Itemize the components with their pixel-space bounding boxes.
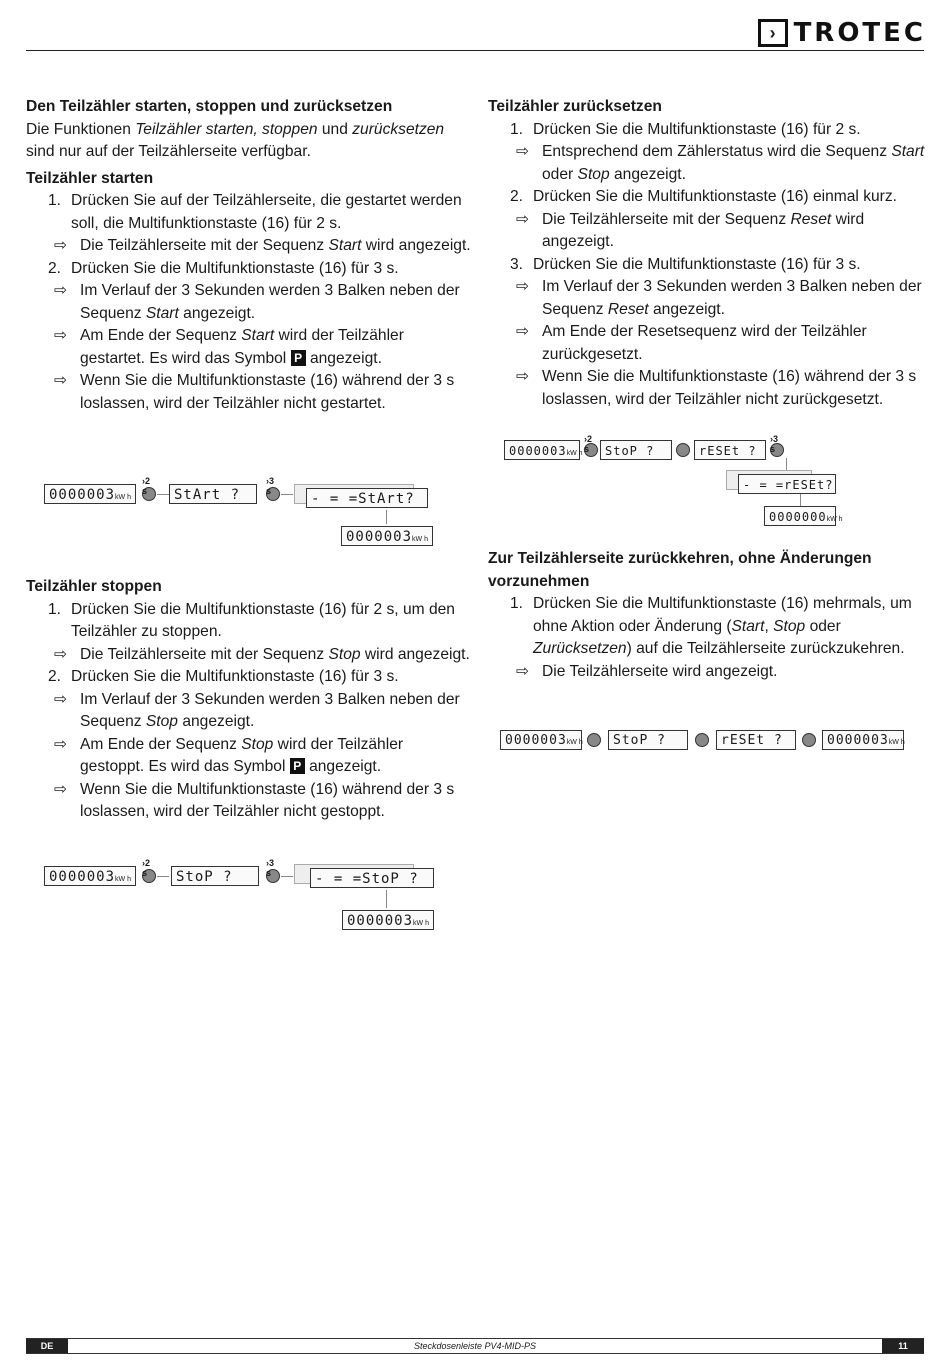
- step-number: 2.: [509, 188, 523, 205]
- emphasis-text: zurücksetzen: [352, 120, 445, 138]
- result-item: [26, 689, 471, 734]
- lcd-bars-stop: - = =StoP ?: [310, 868, 434, 888]
- step-number: 1.: [509, 595, 523, 612]
- lcd-stop: StoP ?: [600, 440, 672, 460]
- result-item: [26, 734, 471, 779]
- lcd-stop: StoP ?: [171, 866, 259, 886]
- text-run: Im Verlauf der 3 Sekunden werden 3 Balken neben der Sequenz: [80, 690, 460, 730]
- text-run: wird angezeigt.: [360, 645, 470, 663]
- text-run: angezeigt.: [305, 349, 382, 367]
- emphasis-text: Stop: [328, 645, 361, 663]
- lcd-stop: StoP ?: [608, 730, 688, 750]
- lcd-reset: rESEt ?: [694, 440, 766, 460]
- step-number: 3.: [509, 255, 523, 273]
- text-run: Entsprechend dem Zählerstatus wird die Sequenz: [542, 143, 892, 160]
- lcd-counter: 0000003kW h: [44, 484, 136, 504]
- step-item: [488, 119, 928, 142]
- result-arrow-icon: ⇨: [516, 323, 530, 340]
- footer-page-number: 11: [882, 1339, 924, 1353]
- arrow-down: [786, 458, 787, 470]
- text-run: wird angezeigt.: [361, 237, 471, 254]
- right-column-return: [488, 548, 928, 683]
- text-run: Drücken Sie auf der Teilzählerseite, die gestartet werden soll, die Multifunktionstaste (16) für 2 s.: [71, 192, 462, 232]
- text-run: angezeigt.: [609, 165, 686, 183]
- lcd-counter: 0000003kW h: [500, 730, 582, 750]
- text-run: oder: [805, 617, 841, 635]
- result-text: [80, 644, 470, 667]
- text-run: Die Teilzählerseite mit der Sequenz: [542, 210, 791, 228]
- text-run: Wenn Sie die Multifunktionstaste (16) während der 3 s loslassen, wird der Teilzähler nicht gestartet.: [80, 372, 455, 412]
- result-item: [26, 280, 471, 325]
- result-arrow-icon: ⇨: [54, 735, 68, 753]
- emphasis-text: Stop: [145, 713, 178, 730]
- lcd-bars-reset: - = =rESEt?: [738, 474, 836, 494]
- step-text: [71, 666, 399, 689]
- result-text: [80, 235, 471, 258]
- left-column: [26, 96, 471, 415]
- arrow: [157, 876, 169, 877]
- step-item: [488, 593, 928, 661]
- text-run: angezeigt.: [648, 300, 725, 318]
- step-item: [26, 190, 471, 235]
- right-column: [488, 96, 928, 411]
- text-run: Im Verlauf der 3 Sekunden werden 3 Balken neben der Sequenz: [80, 282, 460, 322]
- lcd-counter: 0000003kW h: [44, 866, 136, 886]
- text-run: Drücken Sie die Multifunktionstaste (16) für 2 s.: [533, 120, 861, 138]
- emphasis-text: Stop: [241, 735, 274, 753]
- heading-reset: Teilzähler zurücksetzen: [488, 98, 662, 115]
- result-arrow-icon: ⇨: [54, 282, 68, 299]
- duration-3s: ›3 s: [770, 434, 779, 454]
- text-run: Die Teilzählerseite wird angezeigt.: [542, 662, 778, 680]
- emphasis-text: Teilzähler starten, stoppen: [135, 120, 318, 138]
- result-item: [488, 661, 928, 684]
- duration-3s: ›3 s: [266, 858, 275, 878]
- heading-stop: Teilzähler stoppen: [26, 578, 162, 595]
- result-text: [80, 689, 471, 734]
- step-number: 1.: [509, 120, 523, 138]
- result-item: [26, 779, 471, 824]
- step-item: [26, 258, 471, 281]
- text-run: angezeigt.: [304, 758, 382, 775]
- result-item: [488, 141, 928, 186]
- arrow-down: [386, 510, 387, 524]
- text-run: wird angezeigt.: [542, 210, 865, 250]
- button-icon: [802, 733, 816, 747]
- text-run: Drücken Sie die Multifunktionstaste (16) für 3 s.: [71, 259, 399, 277]
- result-item: [26, 370, 471, 415]
- result-text: [542, 209, 928, 254]
- result-item: [26, 644, 471, 667]
- header-rule: [26, 50, 924, 51]
- result-arrow-icon: ⇨: [54, 780, 68, 798]
- duration-2s: ›2 s: [142, 476, 151, 496]
- text-run: und: [317, 120, 353, 138]
- text-run: angezeigt.: [178, 713, 255, 730]
- result-arrow-icon: ⇨: [516, 368, 530, 385]
- emphasis-text: Zurücksetzen: [533, 640, 627, 657]
- p-symbol-icon: P: [291, 350, 306, 366]
- result-item: [488, 321, 928, 366]
- result-arrow-icon: ⇨: [54, 327, 68, 344]
- emphasis-text: Start: [731, 617, 765, 635]
- result-text: [80, 370, 471, 415]
- text-run: Die Teilzählerseite mit der Sequenz: [80, 237, 329, 254]
- step-number: 1.: [47, 600, 61, 618]
- result-text: [80, 734, 471, 779]
- text-run: wird der Teilzähler gestartet. Es wird das Symbol: [80, 327, 404, 367]
- lcd-reset: rESEt ?: [716, 730, 796, 750]
- text-run: sind nur auf der Teilzählerseite verfügbar.: [26, 143, 311, 160]
- text-run: Am Ende der Resetsequenz wird der Teilzähler zurückgesetzt.: [542, 323, 867, 363]
- footer: [26, 1338, 924, 1354]
- text-run: wird der Teilzähler gestoppt. Es wird das Symbol: [80, 735, 404, 775]
- emphasis-text: Reset: [790, 210, 832, 228]
- result-text: [542, 276, 928, 321]
- arrow-down: [386, 890, 387, 908]
- emphasis-text: Start: [145, 304, 179, 322]
- result-arrow-icon: ⇨: [54, 690, 68, 708]
- duration-2s: ›2 s: [142, 858, 151, 878]
- text-run: ) auf die Teilzählerseite zurückzukehren.: [626, 640, 905, 657]
- text-run: Drücken Sie die Multifunktionstaste (16) mehrmals, um ohne Aktion oder Änderung (: [533, 595, 912, 635]
- step-text: [533, 254, 861, 277]
- step-number: 1.: [47, 192, 61, 209]
- result-text: [542, 366, 928, 411]
- arrow-down: [800, 494, 801, 506]
- step-text: [71, 190, 471, 235]
- emphasis-text: Reset: [607, 300, 649, 318]
- p-symbol-icon: P: [290, 758, 305, 774]
- emphasis-text: Stop: [577, 165, 610, 183]
- button-icon: [695, 733, 709, 747]
- result-arrow-icon: ⇨: [54, 645, 68, 663]
- lcd-counter-stopped: 0000003kW h: [342, 910, 434, 930]
- emphasis-text: Start: [891, 143, 925, 160]
- text-run: Am Ende der Sequenz: [80, 735, 242, 753]
- heading-start: Teilzähler starten: [26, 169, 154, 187]
- lcd-counter-reset: 0000000kW h: [764, 506, 836, 526]
- text-run: Die Teilzählerseite mit der Sequenz: [80, 645, 329, 663]
- result-text: [80, 779, 471, 824]
- text-run: angezeigt.: [178, 304, 256, 322]
- return-steps: [488, 593, 928, 683]
- emphasis-text: Start: [328, 237, 362, 254]
- emphasis-text: Stop: [773, 617, 806, 635]
- result-item: [26, 235, 471, 258]
- logo-chevron-icon: ›: [758, 19, 788, 47]
- button-icon: [676, 443, 690, 457]
- result-arrow-icon: ⇨: [54, 237, 68, 254]
- arrow: [281, 876, 293, 877]
- result-text: [542, 661, 777, 684]
- result-text: [542, 321, 928, 366]
- step-text: [533, 186, 897, 209]
- result-arrow-icon: ⇨: [516, 662, 530, 680]
- arrow: [157, 494, 169, 495]
- duration-3s: ›3 s: [266, 476, 275, 496]
- brand-name: TROTEC: [793, 18, 926, 48]
- step-text: [71, 258, 399, 281]
- text-run: ,: [764, 617, 774, 635]
- text-run: Im Verlauf der 3 Sekunden werden 3 Balken neben der Sequenz: [542, 278, 922, 318]
- button-icon: [587, 733, 601, 747]
- text-run: oder: [542, 165, 578, 183]
- text-run: Am Ende der Sequenz: [80, 327, 242, 344]
- text-run: Drücken Sie die Multifunktionstaste (16) einmal kurz.: [533, 188, 898, 205]
- text-run: Drücken Sie die Multifunktionstaste (16) für 2 s, um den Teilzähler zu stoppen.: [71, 600, 455, 640]
- intro-paragraph: [26, 119, 471, 164]
- step-item: [26, 599, 471, 644]
- text-run: Drücken Sie die Multifunktionstaste (16) für 3 s.: [71, 668, 399, 685]
- footer-title: Steckdosenleiste PV4-MID-PS: [413, 1341, 537, 1351]
- step-number: 2.: [47, 259, 61, 277]
- text-run: Drücken Sie die Multifunktionstaste (16) für 3 s.: [533, 255, 861, 273]
- result-item: [488, 276, 928, 321]
- result-item: [488, 209, 928, 254]
- result-text: [80, 280, 471, 325]
- step-text: [533, 119, 861, 142]
- lcd-counter: 0000003kW h: [504, 440, 580, 460]
- result-text: [80, 325, 471, 370]
- step-item: [488, 254, 928, 277]
- result-arrow-icon: ⇨: [516, 143, 530, 160]
- result-arrow-icon: ⇨: [54, 372, 68, 389]
- heading-return: Zur Teilzählerseite zurückkehren, ohne Änderungen vorzunehmen: [488, 550, 872, 590]
- step-item: [26, 666, 471, 689]
- lcd-counter-return: 0000003kW h: [822, 730, 904, 750]
- text-run: Wenn Sie die Multifunktionstaste (16) während der 3 s loslassen, wird der Teilzähler nicht gestoppt.: [80, 780, 455, 820]
- start-steps: [26, 190, 471, 415]
- text-run: Die Funktionen: [26, 120, 136, 138]
- left-column-stop: [26, 576, 471, 824]
- reset-steps: [488, 119, 928, 412]
- arrow: [281, 494, 293, 495]
- result-item: [26, 325, 471, 370]
- section-heading-main: Den Teilzähler starten, stoppen und zurücksetzen: [26, 98, 393, 115]
- step-text: [71, 599, 471, 644]
- result-arrow-icon: ⇨: [516, 278, 530, 295]
- duration-2s: ›2 s: [584, 434, 593, 454]
- footer-language: DE: [26, 1339, 68, 1353]
- step-item: [488, 186, 928, 209]
- result-arrow-icon: ⇨: [516, 210, 530, 228]
- lcd-bars-start: - = =StArt?: [306, 488, 428, 508]
- text-run: Wenn Sie die Multifunktionstaste (16) während der 3 s loslassen, wird der Teilzähler nicht zurückgesetzt.: [542, 368, 917, 408]
- result-item: [488, 366, 928, 411]
- step-number: 2.: [47, 668, 61, 685]
- lcd-start: StArt ?: [169, 484, 257, 504]
- lcd-counter-started: 0000003kW h: [341, 526, 433, 546]
- stop-steps: [26, 599, 471, 824]
- step-text: [533, 593, 928, 661]
- result-text: [542, 141, 928, 186]
- trotec-logo: [758, 18, 926, 48]
- emphasis-text: Start: [241, 327, 275, 344]
